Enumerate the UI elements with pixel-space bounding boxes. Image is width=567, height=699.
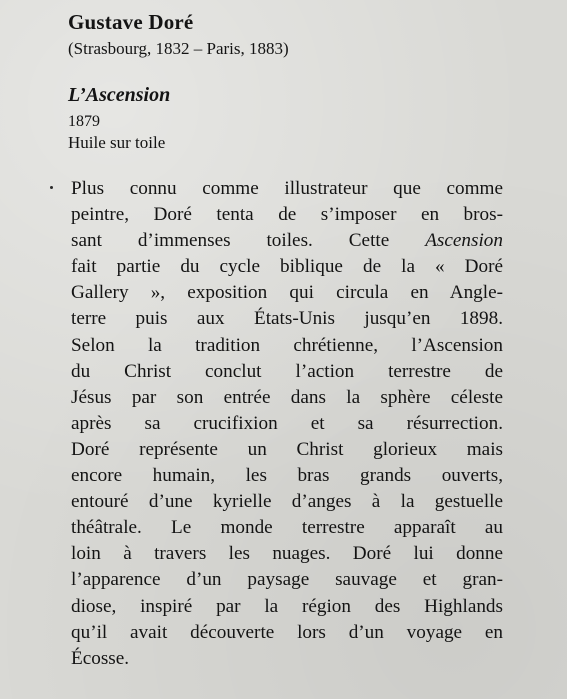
description-line: Plus connu comme illustrateur que comme	[71, 178, 503, 199]
italic-work-title: Ascension	[425, 230, 503, 252]
description-line: l’apparence d’un paysage sauvage et gran-	[71, 569, 503, 591]
description-line: Gallery », exposition qui circula en Angle-	[71, 282, 503, 304]
artwork-title: L’Ascension	[68, 84, 171, 106]
description-line: diose, inspiré par la région des Highlands	[71, 595, 503, 617]
artwork-description	[71, 176, 503, 672]
description-line: fait partie du cycle biblique de la « Doré	[71, 256, 503, 278]
artist-dates: (Strasbourg, 1832 – Paris, 1883)	[68, 39, 289, 58]
description-line: Selon la tradition chrétienne, l’Ascension	[71, 334, 503, 356]
description-line: peintre, Doré tenta de s’imposer en bros-	[71, 204, 503, 226]
description-line: encore humain, les bras grands ouverts,	[71, 465, 503, 487]
description-line-text: sant d’immenses toiles. Cette	[71, 230, 426, 252]
bullet-dot-icon	[50, 186, 53, 189]
description-line: du Christ conclut l’action terrestre de	[71, 360, 503, 382]
artwork-medium: Huile sur toile	[68, 133, 166, 152]
description-line	[71, 228, 503, 254]
description-line: Doré représente un Christ glorieux mais	[71, 438, 503, 460]
description-line: qu’il avait découverte lors d’un voyage en	[71, 621, 503, 643]
description-line: entouré d’une kyrielle d’anges à la gestuelle	[71, 491, 503, 513]
artwork-year: 1879	[68, 113, 100, 130]
description-line: après sa crucifixion et sa résurrection.	[71, 412, 503, 434]
description-line: loin à travers les nuages. Doré lui donne	[71, 543, 503, 565]
description-line: Jésus par son entrée dans la sphère céleste	[71, 386, 503, 408]
description-line: théâtrale. Le monde terrestre apparaît au	[71, 517, 503, 539]
description-line: terre puis aux États-Unis jusqu’en 1898.	[71, 308, 503, 330]
artist-name: Gustave Doré	[68, 10, 194, 34]
description-line: Écosse.	[71, 647, 130, 669]
